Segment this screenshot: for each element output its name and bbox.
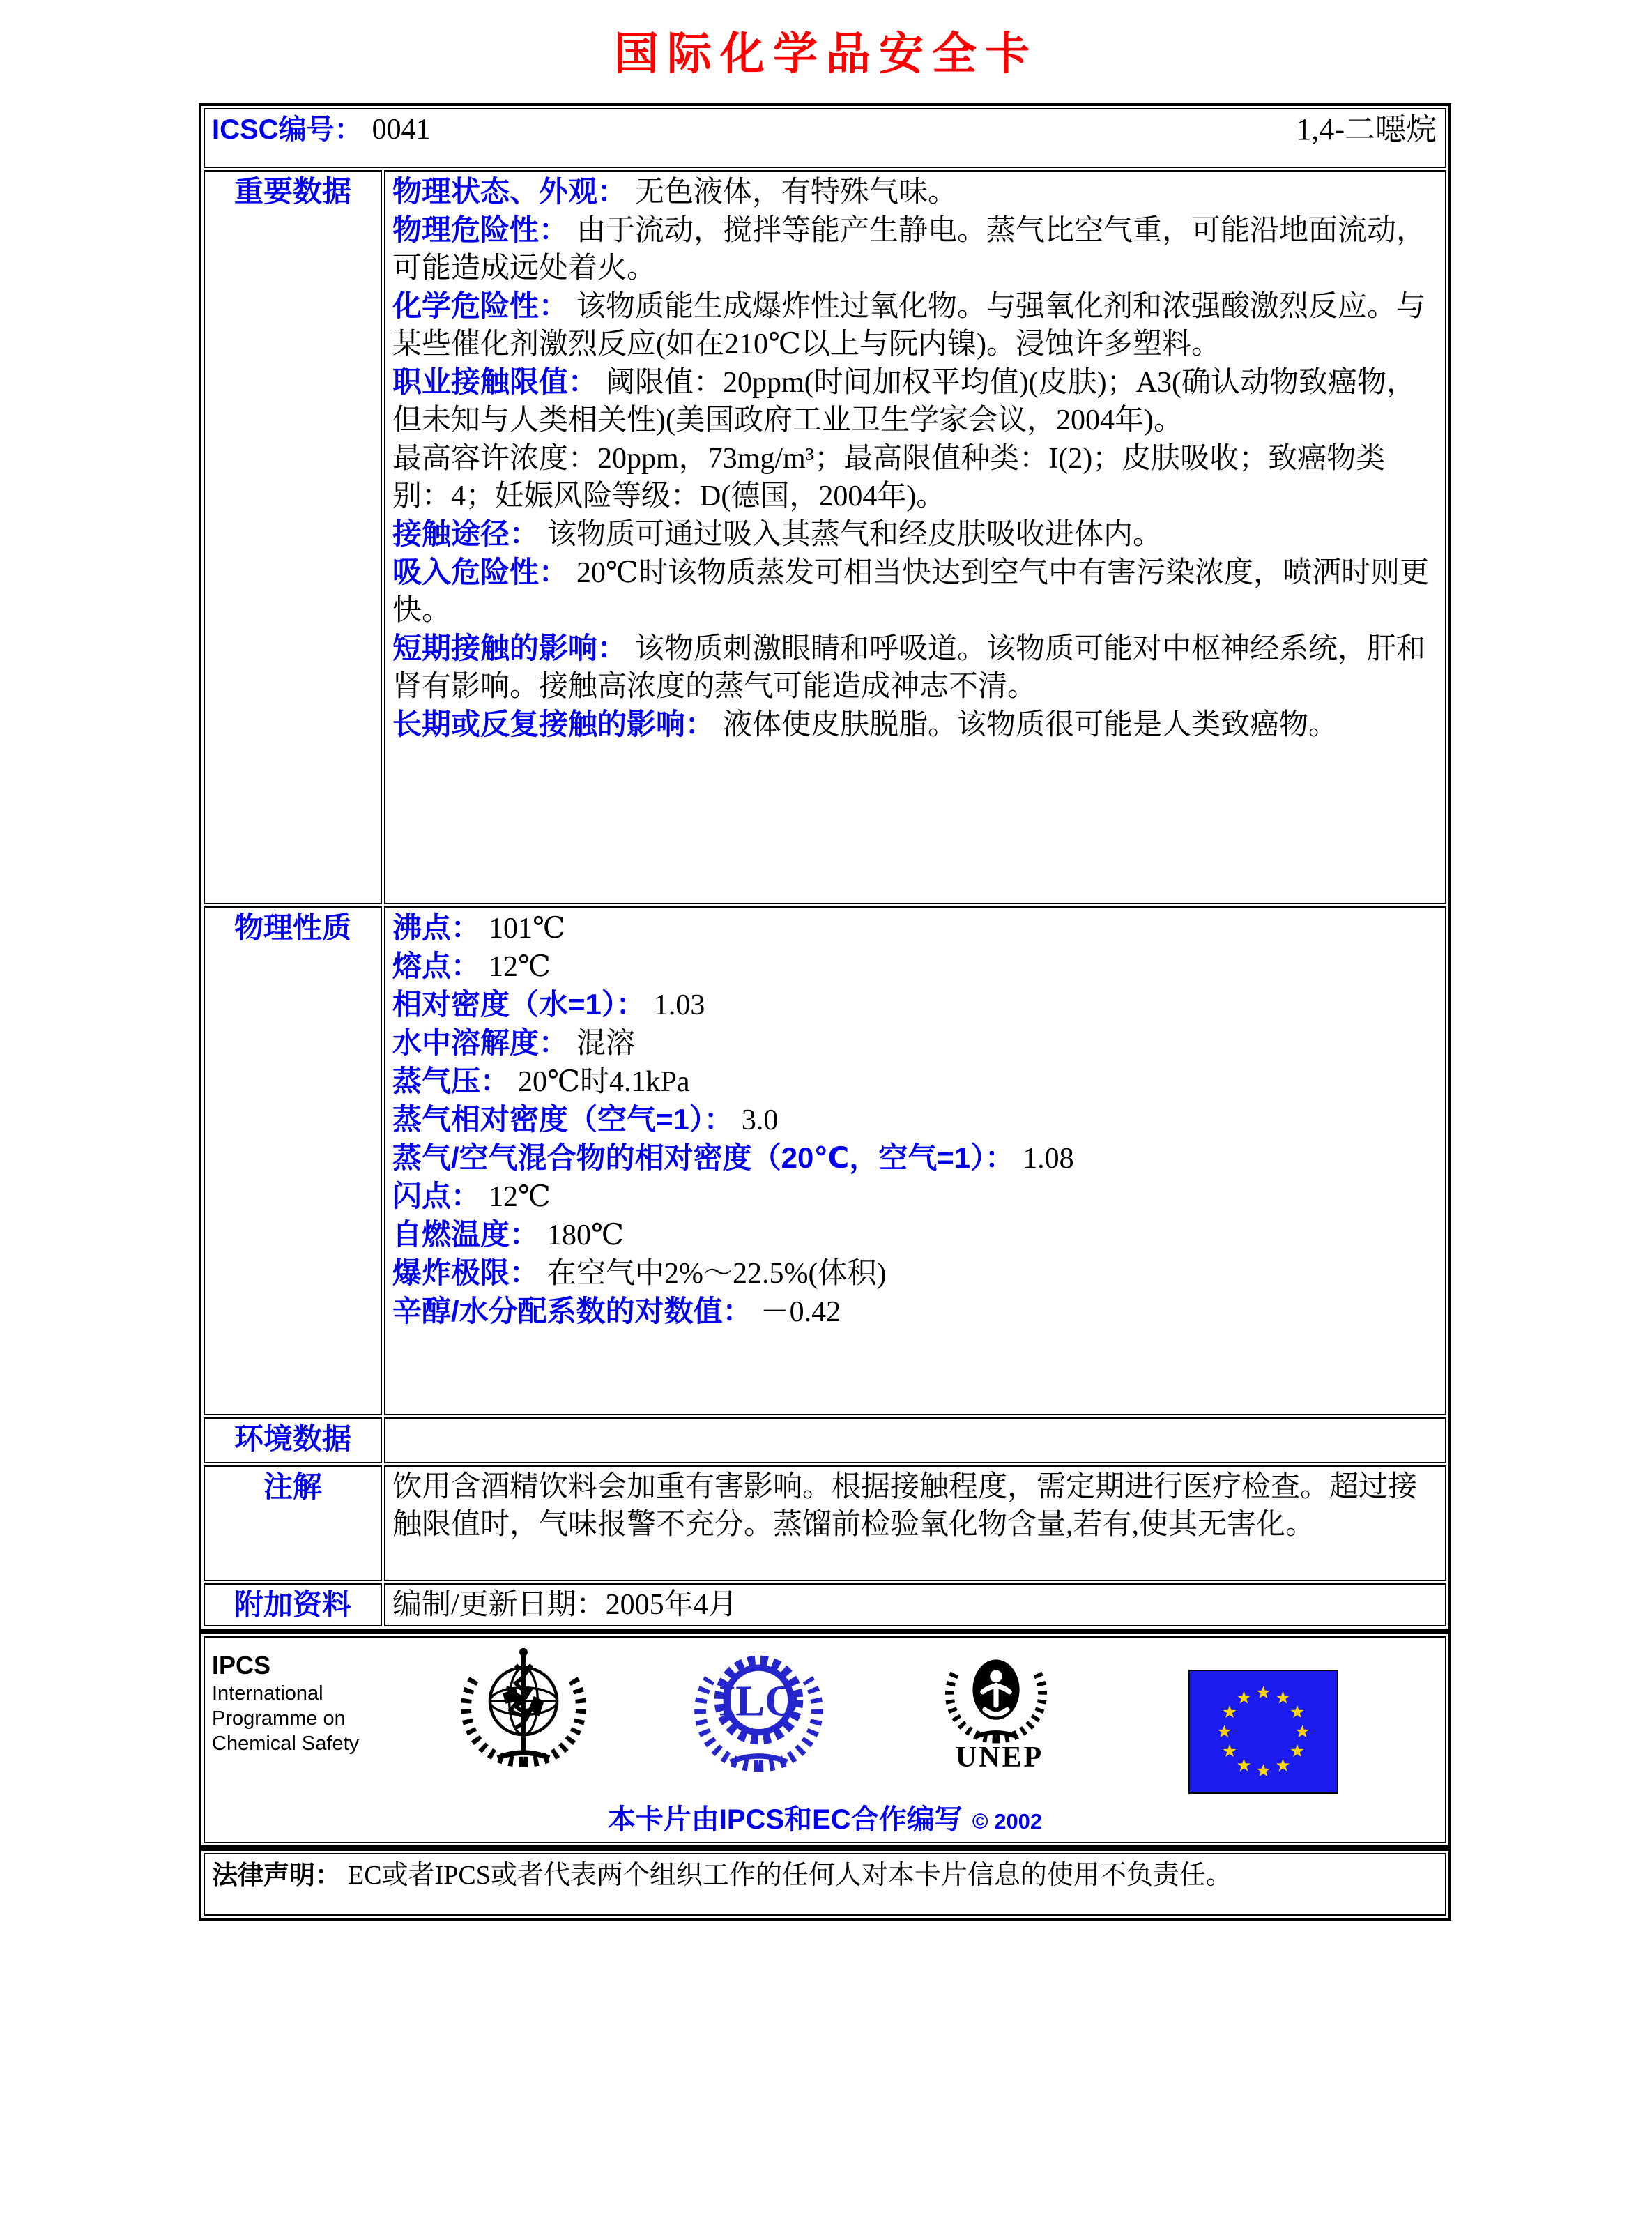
item-text: 无色液体，有特殊气味。 (635, 176, 958, 208)
caption-copyright: © 2002 (972, 1809, 1043, 1834)
important-item (392, 211, 1438, 287)
item-text: 该物质可通过吸入其蒸气和经皮肤吸收进体内。 (547, 519, 1163, 551)
legal-label: 法律声明： (212, 1861, 341, 1889)
physical-item (392, 1024, 1438, 1062)
icsc-number-label: ICSC编号： (212, 114, 362, 145)
legal-row (204, 1853, 1446, 1916)
physical-properties-row (204, 906, 1446, 1415)
chemical-name: 1,4-二噁烷 (1296, 112, 1437, 146)
item-label: 沸点： (392, 911, 481, 944)
ipcs-text-block (212, 1650, 407, 1756)
header-row (204, 108, 1446, 168)
unep-label: UNEP (955, 1742, 1044, 1774)
physical-item (392, 1254, 1438, 1293)
item-text: 在空气中2%～22.5%(体积) (547, 1258, 887, 1290)
item-label: 闪点： (392, 1180, 481, 1212)
item-label: 接触途径： (392, 517, 540, 550)
important-item (392, 554, 1438, 630)
item-text: 12℃ (489, 951, 551, 983)
environmental-data-row (204, 1417, 1446, 1463)
item-label: 辛醇/水分配系数的对数值： (392, 1295, 752, 1327)
icsc-card (199, 103, 1451, 1921)
item-text: 最高容许浓度：20ppm，73mg/m³；最高限值种类：I(2)；皮肤吸收；致癌物类别：4；妊娠风险等级：D(德国，2004年)。 (392, 443, 1386, 512)
physical-item (392, 947, 1438, 986)
ilo-icon (694, 1643, 823, 1772)
environmental-data-content (384, 1417, 1446, 1463)
page-title: 国际化学品安全卡 (614, 29, 1038, 79)
important-item (392, 630, 1438, 706)
card-header (204, 108, 1446, 168)
ipcs-line3: Chemical Safety (212, 1732, 360, 1755)
important-item (392, 439, 1438, 515)
who-icon (457, 1642, 590, 1771)
item-text: 由于流动，搅拌等能产生静电。蒸气比空气重，可能沿地面流动，可能造成远处着火。 (392, 215, 1426, 284)
item-text: 混溶 (576, 1028, 636, 1060)
ipcs-line2: Programme on (212, 1707, 346, 1730)
ipcs-line1: International (212, 1682, 323, 1705)
physical-item (392, 1216, 1438, 1254)
item-label: 吸入危险性： (392, 556, 569, 588)
item-label: 熔点： (392, 950, 481, 982)
item-text: 20℃时4.1kPa (518, 1066, 690, 1098)
item-label: 长期或反复接触的影响： (392, 708, 715, 740)
item-label: 蒸气/空气混合物的相对密度（20℃，空气=1）： (392, 1141, 1015, 1174)
notes-row (204, 1465, 1446, 1581)
item-text: 1.08 (1023, 1143, 1074, 1175)
cooperation-caption (212, 1801, 1438, 1841)
logos-row (204, 1636, 1446, 1843)
section-title-physical-properties: 物理性质 (204, 906, 382, 1415)
item-label: 水中溶解度： (392, 1026, 569, 1059)
important-item (392, 287, 1438, 363)
notes-content: 饮用含酒精饮料会加重有害影响。根据接触程度，需定期进行医疗检查。超过接触限值时，气味报警不充分。蒸馏前检验氧化物含量,若有,使其无害化。 (384, 1465, 1446, 1581)
important-item (392, 173, 1438, 211)
section-title-important-data: 重要数据 (204, 170, 382, 904)
unep-icon (940, 1642, 1059, 1772)
physical-item (392, 1062, 1438, 1101)
important-item (392, 363, 1438, 439)
item-label: 职业接触限值： (392, 365, 598, 398)
item-text: 20℃时该物质蒸发可相当快达到空气中有害污染浓度，喷洒时则更快。 (392, 557, 1430, 627)
item-text: 该物质刺激眼睛和呼吸道。该物质可能对中枢神经系统，肝和肾有影响。接触高浓度的蒸气可能造成神志不清。 (392, 633, 1426, 703)
physical-item (392, 1101, 1438, 1139)
additional-info-content: 编制/更新日期：2005年4月 (384, 1583, 1446, 1626)
important-data-content (384, 170, 1446, 904)
main-table (199, 103, 1451, 1631)
important-item (392, 515, 1438, 554)
item-label: 物理危险性： (392, 213, 569, 246)
item-label: 爆炸极限： (392, 1256, 540, 1289)
item-text: 1.03 (653, 989, 705, 1021)
item-text: 3.0 (741, 1104, 779, 1136)
ipcs-title: IPCS (212, 1651, 271, 1679)
section-title-environmental-data: 环境数据 (204, 1417, 382, 1463)
item-label: 自燃温度： (392, 1218, 540, 1251)
item-text: 180℃ (547, 1219, 624, 1251)
item-text: 该物质能生成爆炸性过氧化物。与强氧化剂和浓强酸激烈反应。与某些催化剂激烈反应(如在210℃以上与阮内镍)。浸蚀许多塑料。 (392, 291, 1426, 360)
eu-flag-icon (1188, 1670, 1338, 1794)
caption-text: 本卡片由IPCS和EC合作编写 (607, 1804, 963, 1835)
item-text: 12℃ (489, 1181, 551, 1213)
item-label: 相对密度（水=1）： (392, 988, 645, 1021)
important-item (392, 706, 1438, 744)
item-label: 蒸气相对密度（空气=1）： (392, 1103, 733, 1136)
section-title-additional-info: 附加资料 (204, 1583, 382, 1626)
ilo-letters: ILO (718, 1676, 800, 1725)
section-title-notes: 注解 (204, 1465, 382, 1581)
icsc-number-value: 0041 (372, 114, 431, 146)
physical-item (392, 1139, 1438, 1178)
physical-item (392, 986, 1438, 1024)
item-text: 101℃ (489, 913, 565, 945)
important-data-row (204, 170, 1446, 904)
item-text: －0.42 (760, 1296, 841, 1328)
item-text: 阈限值：20ppm(时间加权平均值)(皮肤)；A3(确认动物致癌物，但未知与人类相关性)(美国政府工业卫生学家会议，2004年)。 (392, 367, 1416, 436)
physical-item (392, 909, 1438, 947)
legal-table (199, 1848, 1451, 1921)
item-label: 短期接触的影响： (392, 632, 627, 664)
legal-text: EC或者IPCS或者代表两个组织工作的任何人对本卡片信息的使用不负责任。 (348, 1861, 1232, 1890)
physical-properties-content (384, 906, 1446, 1415)
item-label: 物理状态、外观： (392, 175, 627, 208)
item-label: 蒸气压： (392, 1065, 510, 1097)
logos-table (199, 1631, 1451, 1848)
physical-item (392, 1293, 1438, 1331)
additional-info-row (204, 1583, 1446, 1626)
item-label: 化学危险性： (392, 289, 569, 322)
item-text: 液体使皮肤脱脂。该物质很可能是人类致癌物。 (723, 709, 1338, 741)
physical-item (392, 1178, 1438, 1216)
